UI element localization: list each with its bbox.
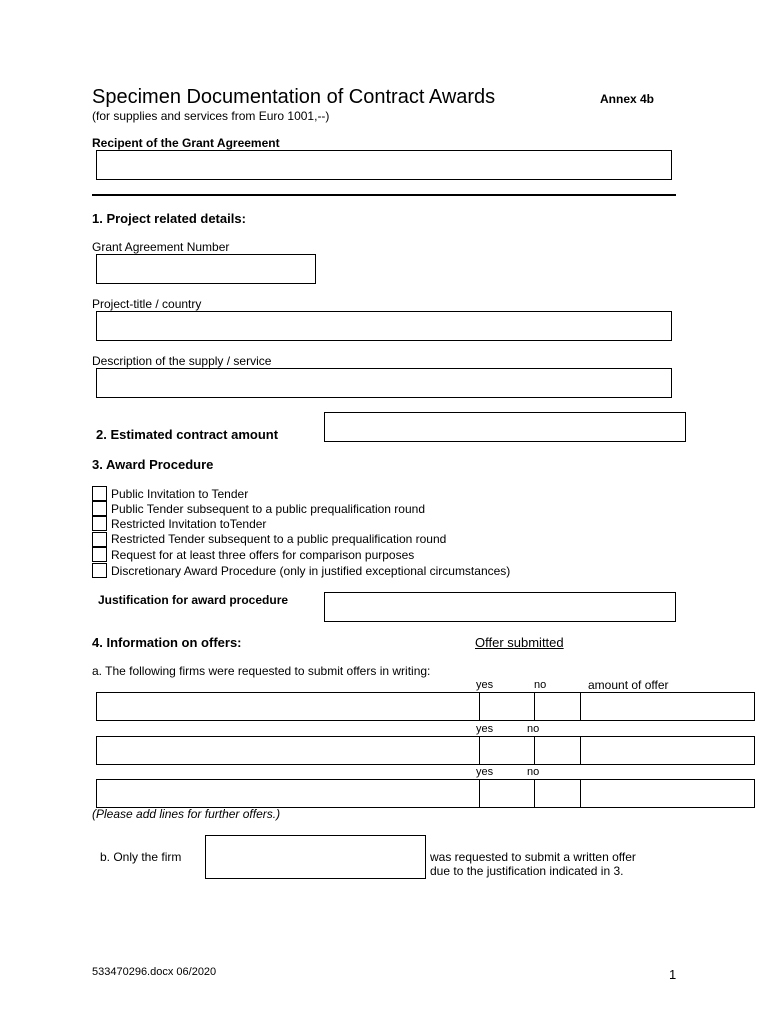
offer-no-field-1[interactable] — [534, 692, 581, 721]
footer-doc-ref: 533470296.docx 06/2020 — [92, 966, 217, 978]
grant-number-field[interactable] — [96, 254, 316, 284]
justification-label: Justification for award procedure — [98, 593, 289, 607]
offer-amount-field-1[interactable] — [580, 692, 755, 721]
col-yes-label: yes — [476, 766, 494, 778]
justification-field[interactable] — [324, 592, 676, 622]
only-firm-field[interactable] — [205, 835, 426, 879]
section-3-heading: 3. Award Procedure — [92, 457, 214, 472]
offer-firm-field-3[interactable] — [96, 779, 480, 808]
grant-number-label: Grant Agreement Number — [92, 240, 230, 254]
section-4-heading: 4. Information on offers: — [92, 635, 242, 650]
project-title-label: Project-title / country — [92, 297, 202, 311]
checkbox-discretionary[interactable] — [92, 563, 107, 578]
recipient-label: Recipent of the Grant Agreement — [92, 136, 280, 150]
offer-no-field-2[interactable] — [534, 736, 581, 765]
option-label-restricted-tender-prequal: Restricted Tender subsequent to a public prequalification round — [111, 532, 447, 546]
offer-yes-field-1[interactable] — [479, 692, 535, 721]
offer-amount-field-3[interactable] — [580, 779, 755, 808]
checkbox-restricted-invitation[interactable] — [92, 516, 107, 531]
checkbox-public-invitation[interactable] — [92, 486, 107, 501]
section-1-heading: 1. Project related details: — [92, 211, 246, 226]
annex-label: Annex 4b — [600, 92, 655, 106]
offer-yes-field-2[interactable] — [479, 736, 535, 765]
option-label-public-tender-prequal: Public Tender subsequent to a public prequalification round — [111, 502, 425, 516]
section-4a-text: a. The following firms were requested to submit offers in writing: — [92, 664, 431, 678]
section-4b-text-2: due to the justification indicated in 3. — [430, 864, 624, 878]
col-no-label: no — [534, 679, 547, 691]
option-label-public-invitation: Public Invitation to Tender — [111, 487, 249, 501]
col-no-label: no — [527, 723, 540, 735]
description-field[interactable] — [96, 368, 672, 398]
section-4b-label: b. Only the firm — [100, 850, 182, 864]
checkbox-three-offers[interactable] — [92, 547, 107, 562]
section-2-heading: 2. Estimated contract amount — [96, 427, 279, 442]
col-amount-label: amount of offer — [588, 678, 669, 692]
add-lines-note: (Please add lines for further offers.) — [92, 807, 281, 821]
offer-amount-field-2[interactable] — [580, 736, 755, 765]
col-yes-label: yes — [476, 679, 494, 691]
offer-yes-field-3[interactable] — [479, 779, 535, 808]
offer-firm-field-2[interactable] — [96, 736, 480, 765]
col-yes-label: yes — [476, 723, 494, 735]
option-label-restricted-invitation: Restricted Invitation toTender — [111, 517, 267, 531]
col-no-label: no — [527, 766, 540, 778]
page-number: 1 — [669, 967, 677, 982]
option-label-discretionary: Discretionary Award Procedure (only in justified exceptional circumstances) — [111, 564, 511, 578]
section-4b-text-1: was requested to submit a written offer — [430, 850, 636, 864]
offer-submitted-label: Offer submitted — [475, 635, 564, 650]
offer-firm-field-1[interactable] — [96, 692, 480, 721]
page-title: Specimen Documentation of Contract Awards — [92, 86, 496, 108]
checkbox-public-tender-prequal[interactable] — [92, 501, 107, 516]
offer-no-field-3[interactable] — [534, 779, 581, 808]
contract-amount-field[interactable] — [324, 412, 686, 442]
page-subtitle: (for supplies and services from Euro 1001,--) — [92, 109, 330, 123]
description-label: Description of the supply / service — [92, 354, 272, 368]
option-label-three-offers: Request for at least three offers for comparison purposes — [111, 548, 415, 562]
recipient-field[interactable] — [96, 150, 672, 180]
project-title-field[interactable] — [96, 311, 672, 341]
divider — [92, 194, 676, 196]
checkbox-restricted-tender-prequal[interactable] — [92, 532, 107, 547]
